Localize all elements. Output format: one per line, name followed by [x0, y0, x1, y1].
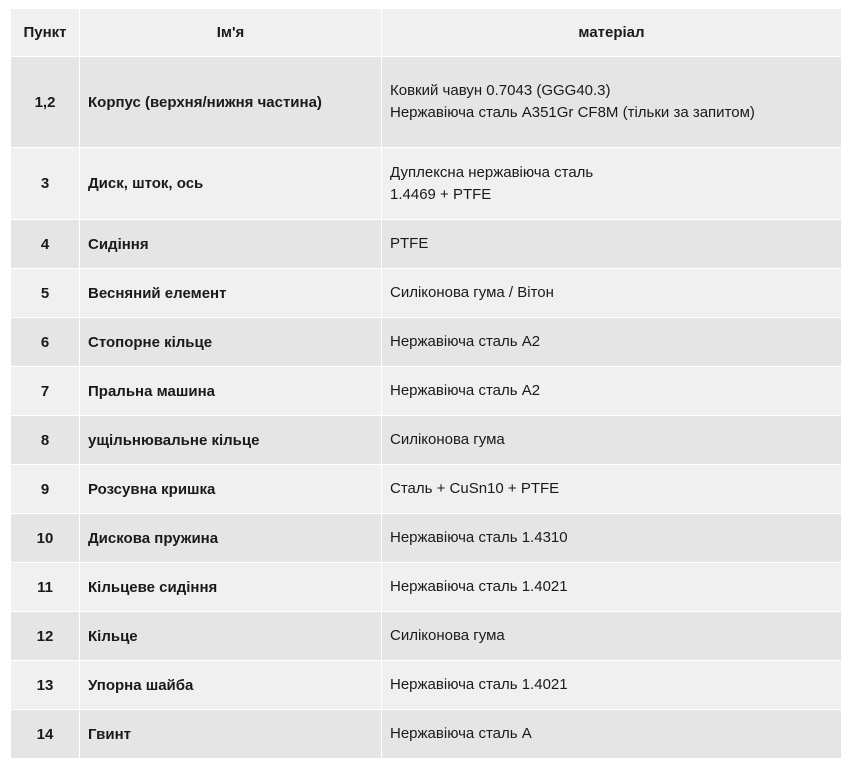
material-cell: [382, 514, 842, 563]
table-row: [11, 710, 842, 759]
part-name-cell: Кільце: [80, 612, 382, 661]
table-row: [11, 661, 842, 710]
part-name-cell: Упорна шайба: [80, 661, 382, 710]
material-cell: [382, 710, 842, 759]
table-row: [11, 416, 842, 465]
header-material: матеріал: [382, 9, 842, 57]
part-name-cell: Стопорне кільце: [80, 318, 382, 367]
material-cell: [382, 563, 842, 612]
material-line: Дуплексна нержавіюча сталь: [390, 163, 594, 181]
item-number-cell: 6: [11, 318, 80, 367]
part-name-cell: Дискова пружина: [80, 514, 382, 563]
material-cell: [382, 269, 842, 318]
material-cell: [382, 661, 842, 710]
item-number-cell: 5: [11, 269, 80, 318]
material-line: Нержавіюча сталь А2: [390, 333, 541, 350]
header-name: Ім'я: [80, 9, 382, 57]
material-line: Ковкий чавун 0.7043 (GGG40.3): [390, 82, 611, 99]
item-number-cell: 3: [11, 148, 80, 220]
table-row: [11, 367, 842, 416]
table-row: [11, 465, 842, 514]
table-header: [11, 9, 842, 57]
item-number-cell: 11: [11, 563, 80, 612]
material-line: Нержавіюча сталь А2: [390, 382, 541, 399]
material-cell: [382, 416, 842, 465]
part-name-cell: ущільнювальне кільце: [80, 416, 382, 465]
part-name-cell: Кільцеве сидіння: [80, 563, 382, 612]
parts-table: [10, 8, 842, 759]
material-line: Нержавіюча сталь A351Gr CF8M (тільки за запитом): [390, 104, 755, 121]
material-cell: [382, 367, 842, 416]
item-number-cell: 10: [11, 514, 80, 563]
part-name-cell: Розсувна кришка: [80, 465, 382, 514]
part-name-cell: Пральна машина: [80, 367, 382, 416]
material-cell: [382, 57, 842, 148]
material-cell: [382, 220, 842, 269]
item-number-cell: 4: [11, 220, 80, 269]
table-row: [11, 57, 842, 148]
material-line: PTFE: [390, 235, 429, 252]
item-number-cell: 13: [11, 661, 80, 710]
table-row: [11, 612, 842, 661]
material-cell: [382, 318, 842, 367]
item-number-cell: 12: [11, 612, 80, 661]
material-cell: [382, 612, 842, 661]
header-item: Пункт: [11, 9, 80, 57]
material-line: 1.4469 + PTFE: [390, 185, 492, 203]
material-line: Силіконова гума / Вітон: [390, 284, 554, 301]
part-name-cell: Весняний елемент: [80, 269, 382, 318]
item-number-cell: 9: [11, 465, 80, 514]
item-number-cell: 1,2: [11, 57, 80, 148]
table-row: [11, 318, 842, 367]
material-cell: [382, 148, 842, 220]
material-line: Нержавіюча сталь 1.4310: [390, 529, 568, 546]
table-row: [11, 514, 842, 563]
header-row: [11, 9, 842, 57]
material-line: Сталь + CuSn10 + PTFE: [390, 480, 560, 497]
table-row: [11, 148, 842, 220]
item-number-cell: 8: [11, 416, 80, 465]
material-line: Силіконова гума: [390, 627, 505, 644]
item-number-cell: 7: [11, 367, 80, 416]
table-body: [11, 57, 842, 759]
table-row: [11, 220, 842, 269]
material-line: Нержавіюча сталь А: [390, 725, 532, 742]
table-row: [11, 563, 842, 612]
material-line: Нержавіюча сталь 1.4021: [390, 578, 568, 595]
part-name-cell: Сидіння: [80, 220, 382, 269]
material-line: Нержавіюча сталь 1.4021: [390, 676, 568, 693]
part-name-cell: Диск, шток, ось: [80, 148, 382, 220]
item-number-cell: 14: [11, 710, 80, 759]
part-name-cell: Корпус (верхня/нижня частина): [80, 57, 382, 148]
material-cell: [382, 465, 842, 514]
material-line: Силіконова гума: [390, 431, 505, 448]
table-row: [11, 269, 842, 318]
part-name-cell: Гвинт: [80, 710, 382, 759]
